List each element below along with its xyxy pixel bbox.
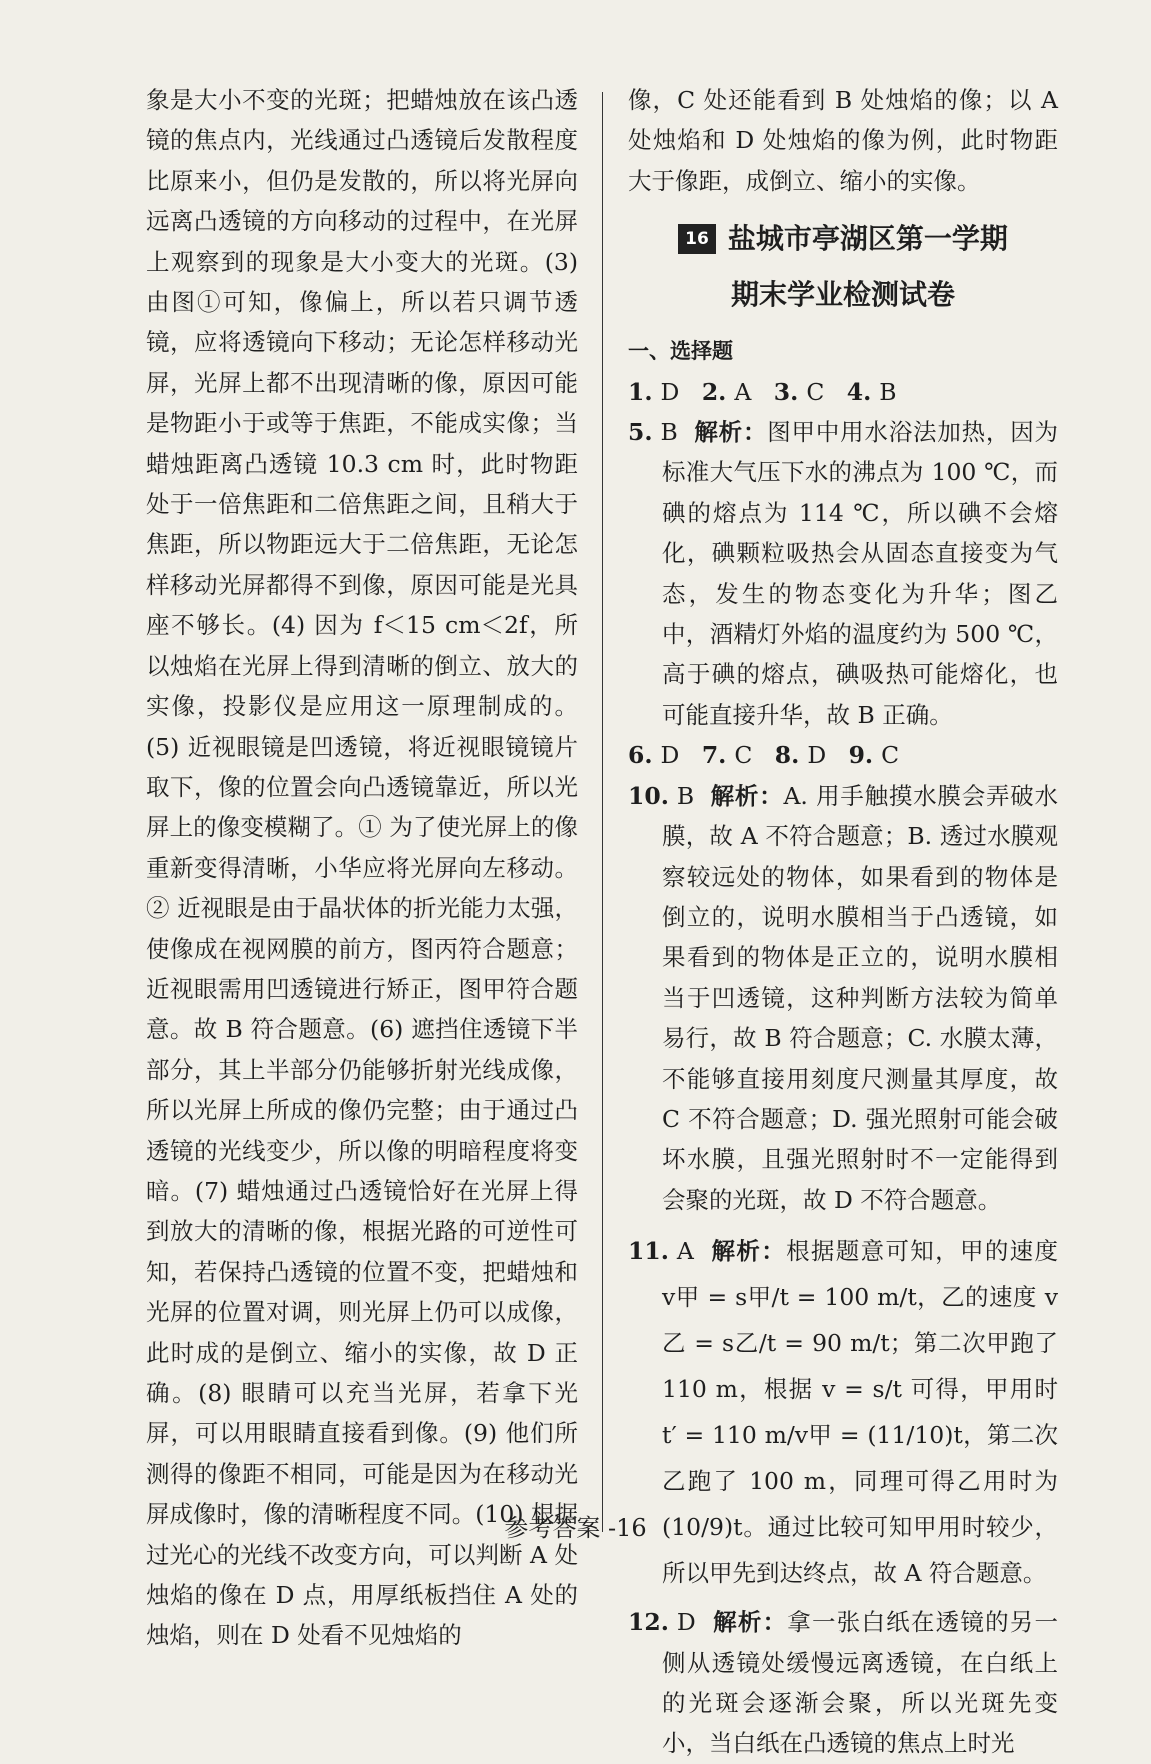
answer-num: 6. bbox=[628, 741, 653, 770]
exam-header bbox=[628, 211, 1058, 323]
question-10 bbox=[628, 776, 1058, 1220]
question-12-answer: D bbox=[676, 1608, 696, 1637]
question-5-answer: B bbox=[660, 418, 678, 447]
answer-num: 8. bbox=[774, 741, 800, 770]
question-12-label: 解析： bbox=[713, 1608, 788, 1637]
page-footer: 参考答案 -16 bbox=[504, 1514, 647, 1542]
question-10-num: 10. bbox=[628, 781, 669, 810]
question-5 bbox=[628, 412, 1058, 735]
answer-num: 2. bbox=[701, 377, 727, 406]
left-column bbox=[146, 80, 578, 1656]
question-10-label: 解析： bbox=[710, 781, 784, 810]
answer-value: A bbox=[734, 377, 752, 406]
answer-value: D bbox=[807, 741, 827, 770]
answer-value: D bbox=[660, 377, 680, 406]
question-5-text: 图甲中用水浴法加热，因为标准大气压下水的沸点为 100 ℃，而碘的熔点为 114 ℃，所以碘不会熔化，碘颗粒吸热会从固态直接变为气态，发生的物态变化为升华；图乙中，酒精灯外焰的温度约为 500 ℃，高于碘的熔点，碘吸热可能熔化，也可能直接升华，故 B 正确。 bbox=[662, 418, 1058, 729]
question-5-label: 解析： bbox=[694, 418, 768, 447]
question-11-answer: A bbox=[676, 1237, 694, 1266]
answer-value: B bbox=[879, 377, 897, 406]
exam-number-badge: 16 bbox=[678, 224, 716, 254]
question-11-num: 11. bbox=[628, 1237, 669, 1266]
right-intro-text: 像，C 处还能看到 B 处烛焰的像；以 A 处烛焰和 D 处烛焰的像为例，此时物距大于像距，成倒立、缩小的实像。 bbox=[628, 86, 1058, 195]
answer-num: 9. bbox=[848, 741, 874, 770]
question-11-label: 解析： bbox=[711, 1237, 787, 1266]
exam-title-line1: 盐城市亭湖区第一学期 bbox=[727, 222, 1008, 256]
question-11-text: 根据题意可知，甲的速度 v甲 = s甲/t = 100 m/t，乙的速度 v乙 = s乙/t = 90 m/t；第二次甲跑了 110 m，根据 v = s/t 可得，甲用时 t′ = 110 m/v甲 = (11/10)t，第二次乙跑了 100 m，同理可得乙用时为 (10/9)t。通过比较可知甲用时较少，所以甲先到达终点，故 A 符合题意。 bbox=[662, 1237, 1059, 1588]
exam-title-line1-wrap bbox=[628, 211, 1058, 267]
column-divider bbox=[602, 92, 603, 1532]
exam-title-line2: 期末学业检测试卷 bbox=[730, 278, 955, 312]
question-12 bbox=[628, 1602, 1058, 1764]
section-title: 一、选择题 bbox=[628, 339, 733, 364]
question-5-num: 5. bbox=[628, 418, 653, 447]
answer-value: C bbox=[806, 377, 825, 406]
question-10-answer: B bbox=[676, 781, 695, 810]
answer-value: D bbox=[660, 741, 680, 770]
answers-6-9 bbox=[628, 735, 1058, 775]
answer-value: C bbox=[734, 741, 753, 770]
left-column-text: 象是大小不变的光斑；把蜡烛放在该凸透镜的焦点内，光线通过凸透镜后发散程度比原来小，但仍是发散的，所以将光屏向远离凸透镜的方向移动的过程中，在光屏上观察到的现象是大小变大的光斑。(3) 由图①可知，像偏上，所以若只调节透镜，应将透镜向下移动；无论怎样移动光屏，光屏上都不出现清晰的像，原因可能是物距小于或等于焦距，不能成实像；当蜡烛距离凸透镜 10.3 cm 时，此时物距处于一倍焦距和二倍焦距之间，且稍大于焦距，所以物距远大于二倍焦距，无论怎样移动光屏都得不到像，原因可能是光具座不够长。(4) 因为 f＜15 cm＜2f，所以烛焰在光屏上得到清晰的倒立、放大的实像，投影仪是应用这一原理制成的。(5) 近视眼镜是凹透镜，将近视眼镜镜片取下，像的位置会向凸透镜靠近，所以光屏上的像变模糊了。① 为了使光屏上的像重新变得清晰，小华应将光屏向左移动。② 近视眼是由于晶状体的折光能力太强，使像成在视网膜的前方，图丙符合题意；近视眼需用凹透镜进行矫正，图甲符合题意。故 B 符合题意。(6) 遮挡住透镜下半部分，其上半部分仍能够折射光线成像，所以光屏上所成的像仍完整；由于通过凸透镜的光线变少，所以像的明暗程度将变暗。(7) 蜡烛通过凸透镜恰好在光屏上得到放大的清晰的像，根据光路的可逆性可知，若保持凸透镜的位置不变，把蜡烛和光屏的位置对调，则光屏上仍可以成像，此时成的是倒立、缩小的实像，故 D 正确。(8) 眼睛可以充当光屏，若拿下光屏，可以用眼睛直接看到像。(9) 他们所测得的像距不相同，可能是因为在移动光屏成像时，像的清晰程度不同。(10) 根据过光心的光线不改变方向，可以判断 A 处烛焰的像在 D 点，用厚纸板挡住 A 处的烛焰，则在 D 处看不见烛焰的 bbox=[146, 86, 578, 1650]
question-12-num: 12. bbox=[628, 1608, 669, 1637]
question-10-text: A. 用手触摸水膜会弄破水膜，故 A 不符合题意；B. 透过水膜观察较远处的物体，如果看到的物体是倒立的，说明水膜相当于凸透镜，如果看到的物体是正立的，说明水膜相当于凹透镜，这种判断方法较为简单易行，故 B 符合题意；C. 水膜太薄，不能够直接用刻度尺测量其厚度，故 C 不符合题意；D. 强光照射可能会破坏水膜，且强光照射时不一定能得到会聚的光斑，故 D 不符合题意。 bbox=[662, 781, 1058, 1214]
answer-num: 4. bbox=[846, 377, 872, 406]
question-12-text: 拿一张白纸在透镜的另一侧从透镜处缓慢远离透镜，在白纸上的光斑会逐渐会聚，所以光斑先变小，当白纸在凸透镜的焦点上时光 bbox=[662, 1608, 1059, 1758]
answer-num: 1. bbox=[628, 377, 653, 406]
answer-num: 3. bbox=[773, 377, 799, 406]
answers-1-4 bbox=[628, 372, 1058, 412]
answer-value: C bbox=[881, 741, 900, 770]
answer-num: 7. bbox=[701, 741, 727, 770]
